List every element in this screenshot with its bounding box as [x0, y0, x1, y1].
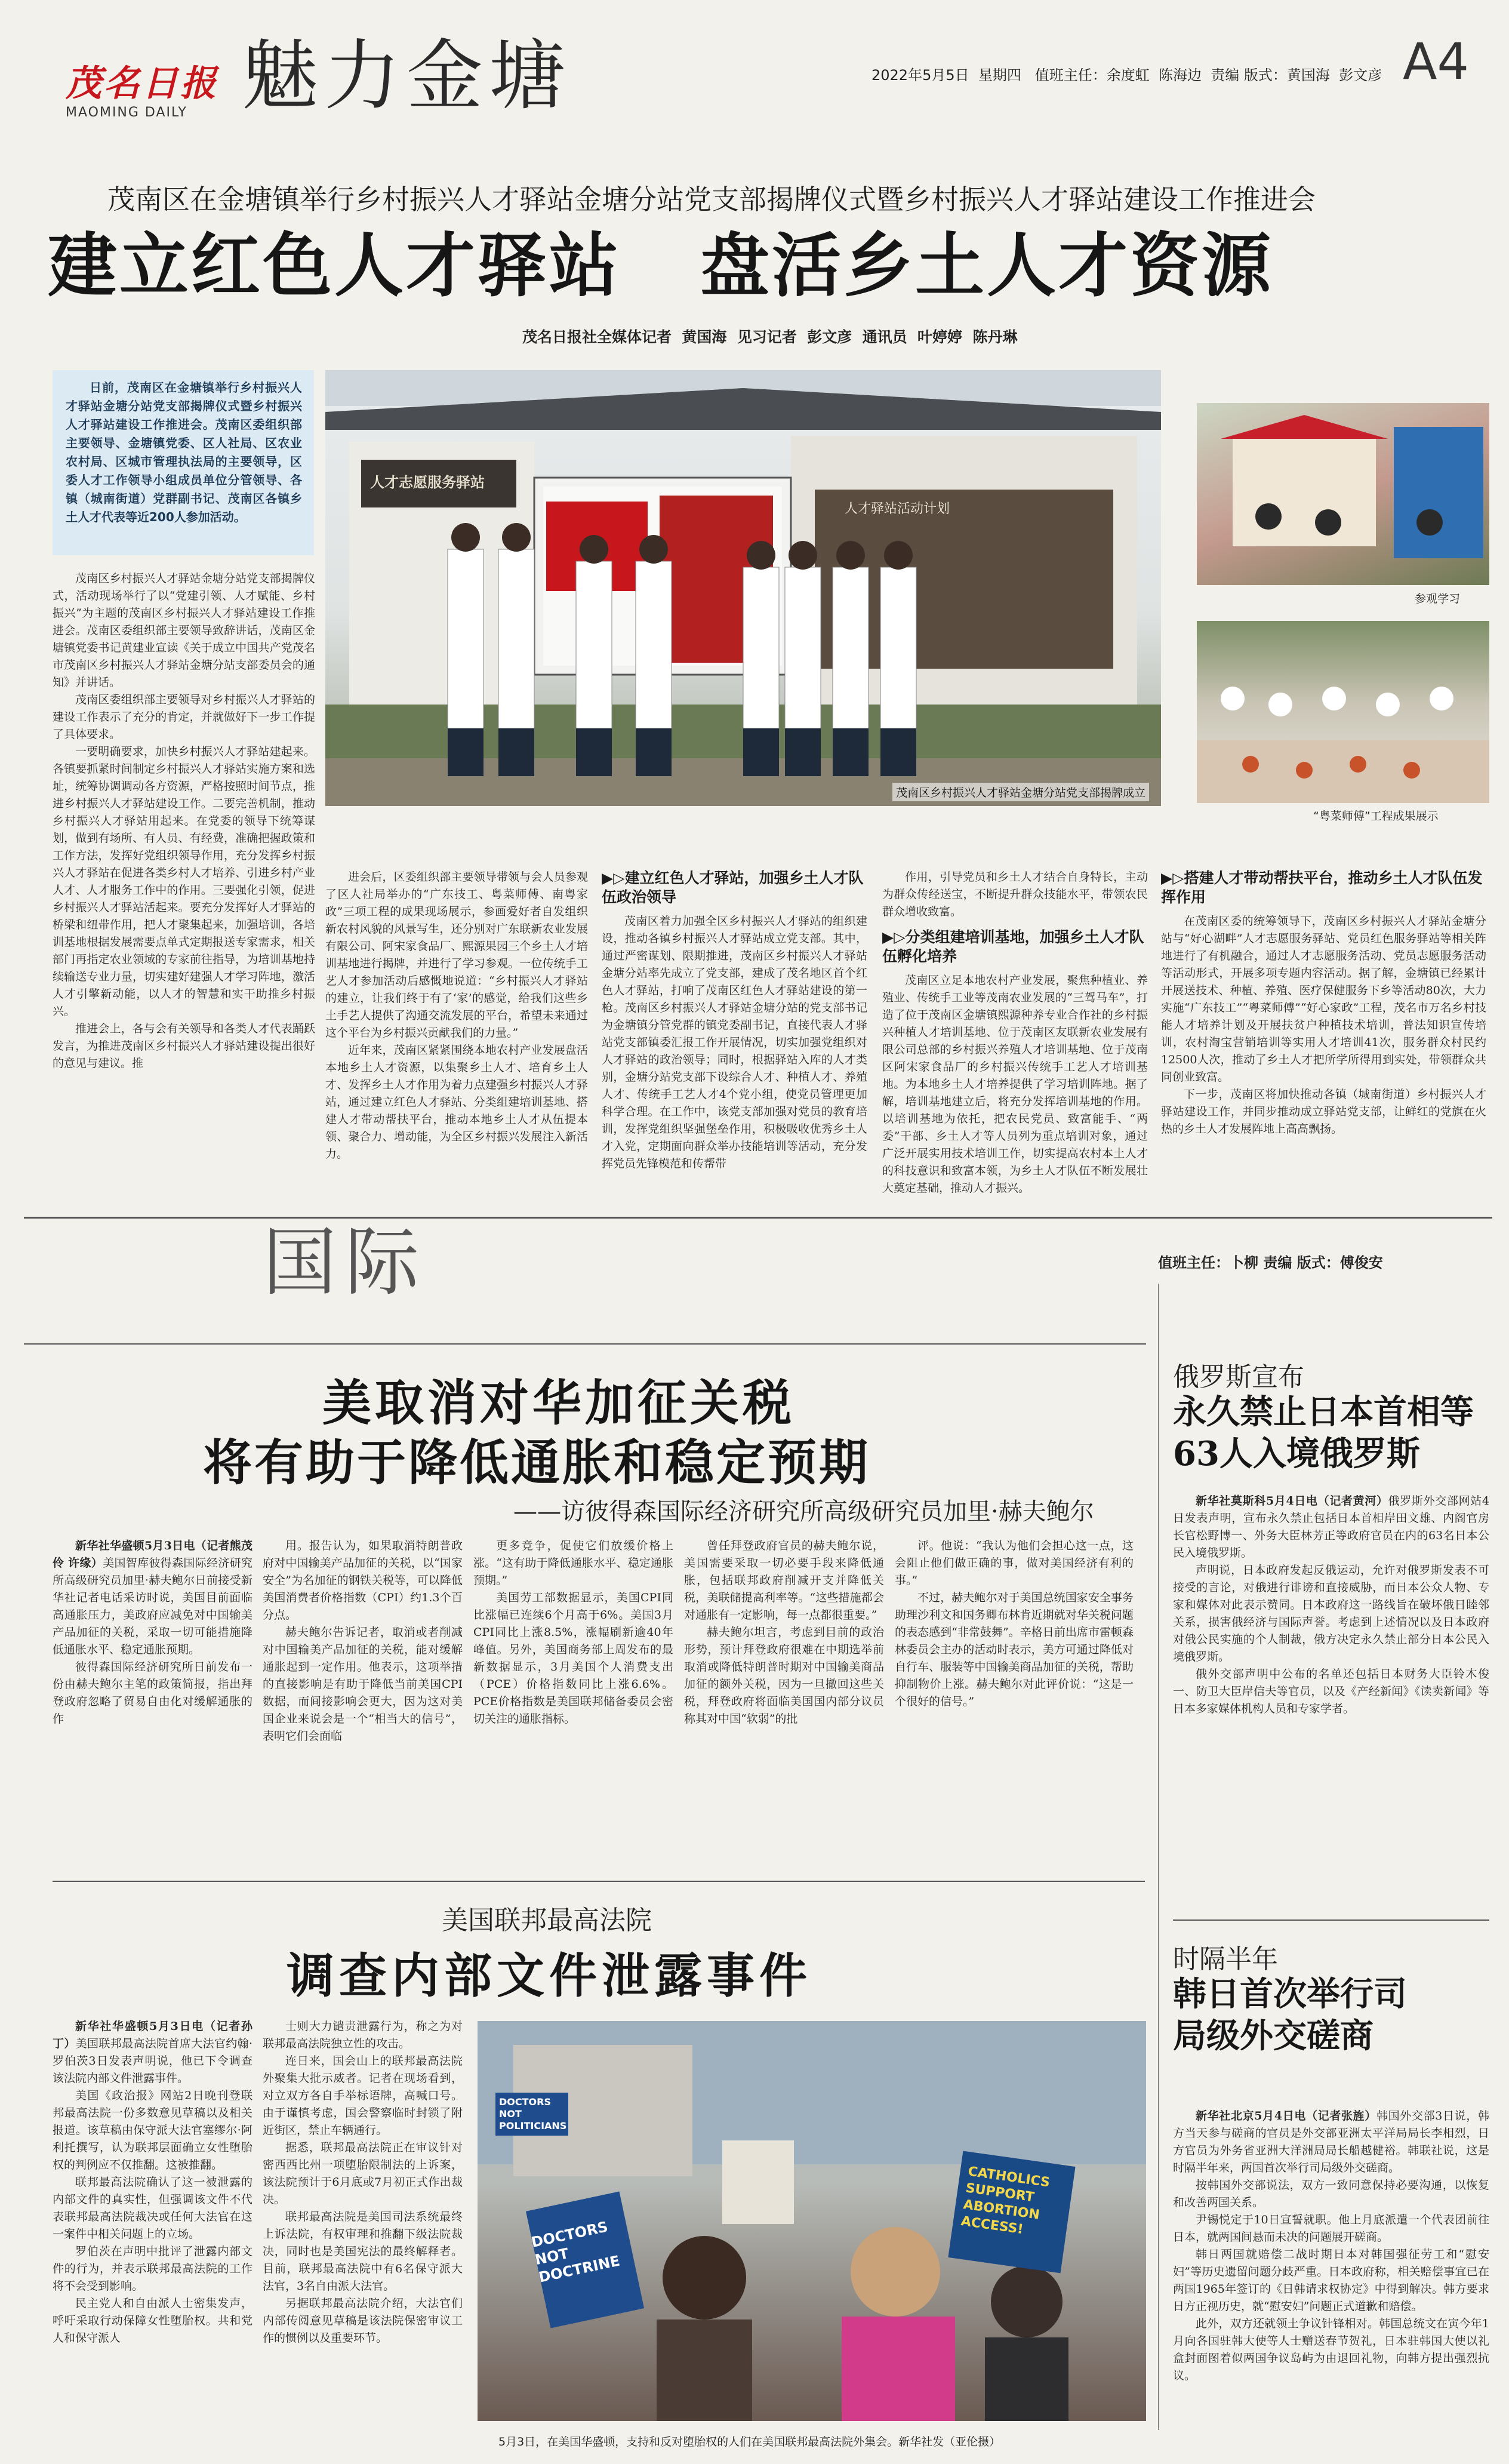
paragraph-text: 韩国外交部3日说，韩方当天参与磋商的官员是外交部亚洲太平洋局局长李相烈，日方官员为外务省亚洲大洋洲局局长船越健裕。韩联社说，这是时隔半年来，两国首次举行司局级外交磋商。 [1173, 2109, 1489, 2174]
main-photo-illustration [325, 370, 1161, 806]
newspaper-logo: 茂名日报 [66, 63, 218, 104]
paragraph: 另据联邦最高法院介绍，大法官们内部传阅意见草稿是该法院保密审议工作的惯例以及重要环节。 [263, 2297, 463, 2345]
paragraph: 茂南区着力加强全区乡村振兴人才驿站的组织建设，推动各镇乡村振兴人才驿站成立党支部。其中，通过严密谋划、限期推进，茂南区乡村振兴人才驿站金塘分站率先成立了党支部，建成了茂名地区首个红色人才驿站，打响了茂南区红色人才驿站建设的第一枪。茂南区乡村振兴人才驿站金塘分站的党支部书记为金塘镇分管党群的镇党委副书记，直接代表人才驿站党支部镇委汇报工作开展情况，切实加强党组织对人才驿站的政治领导；同时，根据驿站入库的人才类别，金塘分站党支部下设综合人才、种植人才、养殖人才、传统手工艺人才4个党小组，使党员管理更加科学合理。在工作中，该党支部加强对党员的教育培训，发挥党组织坚强堡垒作用，积极吸收优秀乡土人才入党，定期面向群众举办技能培训等活动，充分发挥党员先锋模范和传帮带 [602, 915, 867, 1170]
article2-headline: 调查内部文件泄露事件 [287, 1948, 812, 2004]
article2-kicker: 美国联邦最高法院 [442, 1905, 652, 1936]
article1-subhead: ——访彼得森国际经济研究所高级研究员加里·赫夫鲍尔 [513, 1498, 1094, 1525]
protest-photo-caption: 5月3日，在美国华盛顿，支持和反对堕胎权的人们在美国联邦最高法院外集会。新华社发（亚伦摄） [498, 2435, 1001, 2448]
paragraph: 俄外交部声明中公布的名单还包括日本财务大臣铃木俊一、防卫大臣岸信夫等官员，以及《产经新闻》《读卖新闻》等日本多家媒体机构人员和专家学者。 [1173, 1668, 1489, 1715]
paragraph: 下一步，茂南区将加快推动各镇（城南街道）乡村振兴人才驿站建设工作，并同步推动成立驿站党支部，让鲜红的党旗在火热的乡土人才发展阵地上高高飘扬。 [1161, 1088, 1486, 1136]
intl-section-title: 国际 [263, 1220, 428, 1306]
protest-sign-doctors: DOCTORS NOT DOCTRINE [529, 2218, 621, 2286]
paragraph: 近年来，茂南区紧紧围绕本地农村产业发展盘活本地乡土人才资源，以集聚乡土人才、培育乡土人才、发挥乡土人才作用为着力点建强乡村振兴人才驿站，通过建立红色人才驿站、分类组建培训基地、搭建人才带动帮扶平台，推动本地乡土人才从伍提本领、聚合力、增动能，为全区乡村振兴发展注入新活力。 [325, 1044, 588, 1161]
feature-col3 [602, 869, 867, 1203]
article1-headline1: 美取消对华加征关税 [322, 1374, 796, 1432]
protest-sign-politicians: DOCTORS NOT POLITICIANS [495, 2093, 568, 2136]
main-photo [325, 370, 1161, 806]
article3-body [1173, 1493, 1489, 1899]
paragraph: 民主党人和自由派人士密集发声，呼吁采取行动保障女性堕胎权。共和党人和保守派人 [53, 2297, 252, 2345]
paragraph: 茂南区委组织部主要领导对乡村振兴人才驿站的建设工作表示了充分的肯定，并就做好下一步工作提了具体要求。 [53, 693, 315, 741]
paragraph [1173, 1493, 1489, 1562]
right-col-rule [1173, 1919, 1489, 1921]
side-photo-study-caption: 参观学习 [1415, 592, 1461, 605]
subhead-help-platform: ▶▷搭建人才带动帮扶平台，推动乡土人才队伍发挥作用 [1161, 869, 1483, 906]
paragraph: 此外，双方还就领土争议针锋相对。韩国总统文在寅今年1月向各国驻韩大使等人士赠送春节贺礼，日本驻韩国大使以礼盒封面图着似两国争议岛屿为由退回礼物，向韩方提出强烈抗议。 [1173, 2317, 1489, 2382]
feature-kicker: 茂南区在金塘镇举行乡村振兴人才驿站金塘分站党支部揭牌仪式暨乡村振兴人才驿站建设工作推进会 [107, 183, 1316, 216]
article4-headline: 韩日首次举行司局级外交磋商 [1173, 1974, 1407, 2056]
article1-headline2: 将有助于降低通胀和稳定预期 [203, 1434, 871, 1491]
paragraph: 赫夫鲍尔告诉记者，取消或者削减对中国输美产品加征的关税，能对缓解通胀起到一定作用。他表示，这项举措的直接影响是有助于降低当前美国CPI数据，而间接影响会更大，因为这对美国企业来说会是一个“相当大的信号”，表明它们会面临 [263, 1626, 463, 1743]
article4-body [1173, 2108, 1489, 2442]
side-photo-chefs [1197, 621, 1489, 803]
article3-headline: 永久禁止日本首相等63人入境俄罗斯 [1173, 1392, 1474, 1474]
photo-sign: 人才驿站活动计划 [845, 502, 950, 516]
masthead [0, 0, 1509, 149]
feature-col1 [53, 570, 315, 1203]
paragraph: 推进会上，各与会有关领导和各类人才代表踊跃发言，为推进茂南区乡村振兴人才驿站建设提出很好的意见与建议。推 [53, 1022, 315, 1070]
feature-col5 [1161, 869, 1486, 1203]
article1-col2 [263, 1537, 463, 1872]
paragraph: 罗伯茨在声明中批评了泄露内部文件的行为，并表示联邦最高法院的工作将不会受到影响。 [53, 2245, 252, 2293]
paragraph: 茂南区乡村振兴人才驿站金塘分站党支部揭牌仪式，活动现场举行了以“党建引领、人才赋能、乡村振兴”为主题的茂南区乡村振兴人才驿站建设工作推进会。茂南区委组织部主要领导致辞讲话，茂南区金塘镇党委书记黄建业宣读《关于成立中国共产党茂名市茂南区乡村振兴人才驿站金塘分站支部委员会的通知》并讲话。 [53, 572, 315, 689]
article3-dateline: 新华社莫斯科5月4日电（记者黄河） [1196, 1494, 1388, 1508]
paragraph: 进会后，区委组织部主要领导带领与会人员参观了区人社局举办的“广东技工、粤菜师傅、南粤家政”三项工程的成果现场展示，参画爱好者自发组织新农村风貌的风景写生，还分别对广东联新农业发展有限公司、阿宋家食品厂、熙源果园三个乡土人才培训基地进行揭牌，并进行了学习参观。一位传统手工艺人才参加活动后感慨地说道：“乡村振兴人才驿站的建立，让我们终于有了‘家’的感觉，给我们这些乡土手艺人提供了沟通交流发展的平台，希望未来通过这个平台为乡村振兴贡献我们的力量。” [325, 870, 588, 1039]
feature-headline: 建立红色人才驿站 盘活乡土人才资源 [48, 225, 1274, 306]
side-photo-chefs-caption: “粤菜师傅”工程成果展示 [1313, 810, 1439, 823]
paragraph-text: 美国联邦最高法院首席大法官约翰·罗伯茨3日发表声明说，他已下令调查该法院内部文件泄露事件。 [53, 2037, 252, 2085]
paragraph [53, 2018, 252, 2087]
paragraph: 联邦最高法院确认了这一被泄露的内部文件的真实性，但强调该文件不代表联邦最高法院裁决或任何大法官在这一案件中相关问题上的立场。 [53, 2176, 252, 2241]
article1-col5 [895, 1537, 1134, 1872]
main-photo-caption: 茂南区乡村振兴人才驿站金塘分站党支部揭牌成立 [892, 783, 1149, 801]
section-divider [24, 1217, 1492, 1219]
lede-text: 日前，茂南区在金塘镇举行乡村振兴人才驿站金塘分站党支部揭牌仪式暨乡村振兴人才驿站建设工作推进会。茂南区委组织部主要领导、金塘镇党委、区人社局、区农业农村局、区城市管理执法局的主要领导，区委人才工作领导小组成员单位分管领导、各镇（城南街道）党群副书记、茂南区各镇乡土人才代表等近200人参加活动。 [66, 380, 302, 524]
paragraph: 声明说，日本政府发起反俄运动，允许对俄罗斯发表不可接受的言论，对俄进行诽谤和直接威胁，而日本公众人物、专家和媒体对此表示赞同。日本政府这一路线旨在破坏俄日睦邻关系，损害俄经济与国际声誉。考虑到上述情况以及日本政府对俄公民实施的个人制裁，俄方决定永久禁止部分日本公民入境俄罗斯。 [1173, 1564, 1489, 1663]
paragraph: 按韩国外交部说法，双方一致同意保持必要沟通，以恢复和改善两国关系。 [1173, 2179, 1489, 2209]
side-photo-study [1197, 403, 1489, 585]
protest-photo [478, 2021, 1146, 2421]
paragraph: 评。他说：“我认为他们会担心这一点，这会阻止他们做正确的事，做对美国经济有利的事。” [895, 1539, 1134, 1587]
paragraph: 作用，引导党员和乡土人才结合自身特长，主动为群众传经送宝，不断提升群众技能水平，带领农民群众增收致富。 [882, 870, 1148, 918]
paragraph: 不过，赫夫鲍尔对于美国总统国家安全事务助理沙利文和国务卿布林肯近期就对华关税问题的表态感到“非常鼓舞”。辛格日前出席市雷顿森林委员会主办的活动时表示，美方可通过降低对自行车、服装等中国输美商品加征的关税，帮助抑制物价上涨。赫夫鲍尔对此评价说：“这是一个很好的信号。” [895, 1591, 1134, 1708]
article3-kicker: 俄罗斯宣布 [1173, 1362, 1304, 1392]
feature-col4 [882, 869, 1148, 1203]
paragraph [1173, 2108, 1489, 2177]
article1-dateline: 新华社华盛顿5月3日电（记者熊茂伶 许缘） [53, 1539, 252, 1570]
feature-col4-body-a [882, 869, 1148, 921]
feature-col3-body [602, 913, 867, 1199]
page-number: A4 [1403, 32, 1469, 91]
side-photo-chefs-illustration [1197, 621, 1489, 803]
intl-header-rule [24, 1343, 1146, 1345]
article1-col1 [53, 1537, 252, 1872]
protest-sign-catholics: CATHOLICS SUPPORT ABORTION ACCESS! [960, 2164, 1051, 2238]
section-title: 魅力金塘 [242, 32, 572, 121]
paragraph: 赫夫鲍尔坦言，考虑到目前的政治形势，预计拜登政府很难在中期选举前取消或降低特朗普时期对中国输美商品加征的额外关税，因为一旦撤回这些关税，拜登政府将面临美国国内部分议员称其对中国“软弱”的批 [684, 1626, 884, 1725]
paragraph [53, 1537, 252, 1659]
paragraph: 一要明确要求，加快乡村振兴人才驿站建起来。各镇要抓紧时间制定乡村振兴人才驿站实施方案和选址，统筹协调调动各方资源，严格按照时间节点，推进乡村振兴人才驿站建设工作。二要完善机制，推动乡村振兴人才驿站用起来。在党委的领导下统筹谋划，做到有场所、有人员、有经费，准确把握政策和工作方法，发挥好党组织领导作用，充分发挥乡村振兴人才驿站在促进各类乡村人才培养、引进乡村产业人才、人才服务工作中的作用。三要强化引领，促进乡村振兴人才驿站活起来。要充分发挥好人才驿站的桥梁和纽带作用，把人才聚集起来，加强培训，各培训基地根据发展需要点单式定期报送专家需求，相关部门再指定农业领域的专家前往指导，为培训基地持续输送专业力量，切实建好建强人才学习阵地，激活人才引擎新动能，以人才的智慧和实干助推乡村振兴。 [53, 745, 315, 1018]
paragraph: 尹锡悦定于10日宣誓就职。他上月底派遣一个代表团前往日本，就两国间悬而未决的问题展开磋商。 [1173, 2213, 1489, 2244]
paragraph: 彼得森国际经济研究所日前发布一份由赫夫鲍尔主笔的政策简报，指出拜登政府忽略了贸易自由化对缓解通胀的作 [53, 1660, 252, 1725]
newspaper-logo-en: MAOMING DAILY [66, 105, 187, 120]
article1-bottom-rule [53, 1881, 1145, 1882]
article2-dateline: 新华社华盛顿5月3日电（记者孙丁） [53, 2020, 252, 2050]
paragraph: 在茂南区委的统筹领导下，茂南区乡村振兴人才驿站金塘分站与“好心湖畔”人才志愿服务驿站、党员红色服务驿站等相关阵地进行了有机融合，通过人才志愿服务活动、党员志愿服务活动等活动形式，开展多项专题内容活动。据了解，金塘镇已经累计开展送技术、种植、养殖、医疗保健服务下乡等活动80次，大力实施“广东技工”“粤菜师傅”“好心家政”工程，茂名市万名乡村技能人才培养计划及开展扶贫户种植技术培训，普法知识宣传培训，农村淘宝营销培训等实用人才培训41次，服务群众村民约12500人次，推动了乡土人才把所学所得用到实处，带领群众共同创业致富。 [1161, 915, 1486, 1084]
subhead-training-base: ▶▷分类组建培训基地，加强乡土人才队伍孵化培养 [882, 928, 1144, 965]
subhead-red-station: ▶▷建立红色人才驿站，加强乡土人才队伍政治领导 [602, 869, 864, 906]
feature-col2 [325, 869, 588, 1203]
feature-col5-body [1161, 913, 1486, 1199]
paragraph: 曾任拜登政府官员的赫夫鲍尔说，美国需要采取一切必要手段来降低通胀，包括联邦政府削减开支并降低关税，美联储提高利率等。“这些措施都会对通胀有一定影响，每一点都很重要。” [684, 1539, 884, 1622]
side-photo-study-illustration [1197, 403, 1489, 585]
paragraph: 用。报告认为，如果取消特朗普政府对中国输美产品加征的关税，以“国家安全”为名加征的钢铁关税等，可以降低美国消费者价格指数（CPI）约1.3个百分点。 [263, 1539, 463, 1622]
paragraph: 连日来，国会山上的联邦最高法院外聚集大批示威者。记者在现场看到，对立双方各自手举标语牌，高喊口号。由于谨慎考虑，国会警察临时封锁了附近街区，禁止车辆通行。 [263, 2054, 463, 2137]
lede-box [53, 370, 314, 555]
paragraph: 美国劳工部数据显示，美国CPI同比涨幅已连续6个月高于6%。美国3月CPI同比上涨8.5%，涨幅刷新逾40年峰值。另外，美国商务部上周发布的最新数据显示，3月美国个人消费支出（PCE）价格指数同比上涨6.6%。PCE价格指数是美国联邦储备委员会密切关注的通胀指标。 [473, 1591, 673, 1725]
paragraph: 士则大力谴责泄露行为，称之为对联邦最高法院独立性的攻击。 [263, 2020, 463, 2050]
paragraph: 美国《政治报》网站2日晚刊登联邦最高法院一份多数意见草稿以及相关报道。该草稿由保守派大法官塞缪尔·阿利托撰写，认为联邦层面确立女性堕胎权的判例应不仅推翻。这被推翻。 [53, 2089, 252, 2171]
article1-col3 [473, 1537, 673, 1872]
intl-vertical-rule [1158, 1284, 1159, 2430]
paragraph: 联邦最高法院是美国司法系统最终上诉法院，有权审理和推翻下级法院裁决，同时也是美国宪法的最终解释者。目前，联邦最高法院中有6名保守派大法官，3名自由派大法官。 [263, 2210, 463, 2293]
paragraph: 更多竞争，促使它们放缓价格上涨。“这有助于降低通胀水平、稳定通胀预期。” [473, 1539, 673, 1587]
date-line: 2022年5月5日 星期四 值班主任：余度虹 陈海边 责编 版式：黄国海 彭文彦 [871, 67, 1382, 84]
feature-col4-body-b [882, 972, 1148, 1195]
article2-col2 [263, 2018, 463, 2430]
article1-col4 [684, 1537, 884, 1872]
paragraph-text: 美国智库彼得森国际经济研究所高级研究员加里·赫夫鲍尔日前接受新华社记者电话采访时说，美国目前面临高通胀压力，美政府应减免对中国输美产品加征的关税，采取一切可能措施降低通胀水平、稳定通胀预期。 [53, 1556, 252, 1656]
article4-kicker: 时隔半年 [1173, 1944, 1278, 1974]
paragraph: 茂南区立足本地农村产业发展，聚焦种植业、养殖业、传统手工业等茂南农业发展的“三驾马车”，打造了位于茂南区金塘镇熙源种养专业合作社的乡村振兴种植人才培训基地、位于茂南区友联新农业发展有限公司总部的乡村振兴养殖人才培训基地、位于茂南区阿宋家食品厂的乡村振兴传统手工艺人才培训基地。为本地乡土人才培养提供了学习培训阵地。据了解，培训基地建立后，将充分发挥培训基地的作用。以培训基地为依托，把农民党员、致富能手、“两委”干部、乡土人才等人员列为重点培训对象，通过广泛开展实用技术培训工作，切实提高农村本土人才的科技意识和致富本领，为乡土人才队伍不断发展壮大奠定基础，推动人才振兴。 [882, 974, 1148, 1195]
intl-editors: 值班主任：卜柳 责编 版式：傅俊安 [1158, 1254, 1383, 1271]
feature-byline: 茂名日报社全媒体记者 黄国海 见习记者 彭文彦 通讯员 叶婷婷 陈丹琳 [522, 328, 1018, 346]
paragraph-text: 俄罗斯外交部网站4日发表声明，宣布永久禁止包括日本首相岸田文雄、内阁官房长官松野博一、外务大臣林芳正等政府官员在内的63名日本公民入境俄罗斯。 [1173, 1494, 1489, 1559]
paragraph: 据悉，联邦最高法院正在审议针对密西西比州一项堕胎限制法的上诉案，该法院预计于6月底或7月初正式作出裁决。 [263, 2141, 463, 2206]
article2-col1 [53, 2018, 252, 2430]
photo-sign-top: 人才志愿服务驿站 [370, 474, 485, 491]
paragraph: 韩日两国就赔偿二战时期日本对韩国强征劳工和“慰安妇”等历史遗留问题分歧严重。日本政府称，相关赔偿事宜已在两国1965年签订的《日韩请求权协定》中得到解决。韩方要求日方正视历史，就“慰安妇”问题正式道歉和赔偿。 [1173, 2248, 1489, 2313]
article4-dateline: 新华社北京5月4日电（记者张旌） [1196, 2109, 1376, 2122]
